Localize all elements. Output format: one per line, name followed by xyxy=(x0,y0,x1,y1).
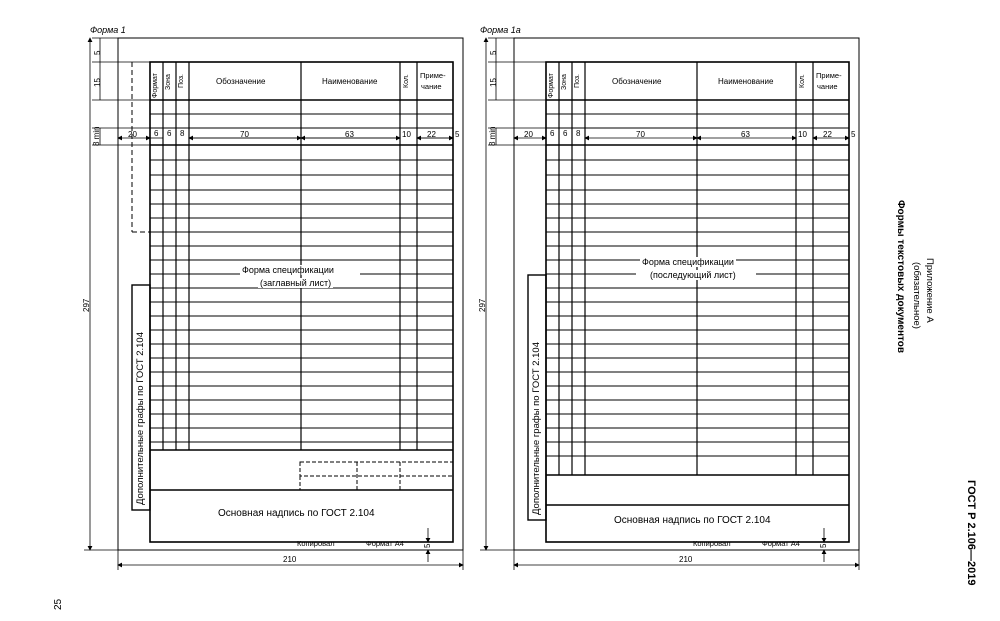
form1a-copied: Копировал xyxy=(693,539,731,548)
form1a-top-dim: 5 xyxy=(489,50,498,55)
form1-dim-70: 70 xyxy=(240,130,249,139)
svg-text:6: 6 xyxy=(550,129,555,138)
form1-copied: Копировал xyxy=(297,539,335,548)
form1a-h-zone-text: Зона xyxy=(561,74,568,90)
gost-code: ГОСТ Р 2.106—2019 xyxy=(965,480,977,586)
form1a-bottom-dim: 5 xyxy=(819,543,828,548)
form1a-center-text1: Форма спецификации xyxy=(642,257,734,267)
form1a-header-dim: 15 xyxy=(489,78,498,87)
form1a-h-note2-text: чание xyxy=(817,82,838,91)
form1-dim-right: 5 xyxy=(455,130,460,139)
form1a-dim-left: 20 xyxy=(524,130,533,139)
form1a-h-qty-text: Кол. xyxy=(799,74,806,88)
form1a-dim-22: 22 xyxy=(823,130,832,139)
form1-dim-10: 10 xyxy=(402,130,411,139)
form1-sheet xyxy=(118,38,463,550)
form1-h-designation-text: Обозначение xyxy=(216,77,266,86)
appendix-title-line1: Приложение А xyxy=(924,258,935,323)
form1-height-dim: 297 xyxy=(82,298,91,312)
form1a-row-dim: 8 min xyxy=(488,126,497,146)
svg-text:8: 8 xyxy=(576,129,581,138)
form1-title-block: Основная надпись по ГОСТ 2.104 xyxy=(218,508,375,519)
form1-bottom-dim: 5 xyxy=(423,543,432,548)
form1a-h-name-text: Наименование xyxy=(718,77,774,86)
form1a-format: Формат А4 xyxy=(762,539,800,548)
form1-top-dim: 5 xyxy=(93,50,102,55)
form1a-label: Форма 1а xyxy=(480,25,521,35)
svg-text:6: 6 xyxy=(563,129,568,138)
svg-text:6: 6 xyxy=(154,129,159,138)
form1a-dim-width: 210 xyxy=(679,555,693,564)
form1-header-dim: 15 xyxy=(93,78,102,87)
form1a-dim-right: 5 xyxy=(851,130,856,139)
form1a-title-block: Основная надпись по ГОСТ 2.104 xyxy=(614,515,771,526)
form1-h-format-text: Формат xyxy=(152,73,159,98)
form1-center-text1: Форма спецификации xyxy=(242,265,334,275)
form1-center-text2: (заглавный лист) xyxy=(260,278,332,288)
form1a-dim-70: 70 xyxy=(636,130,645,139)
form1-h-qty-text: Кол. xyxy=(403,74,410,88)
form1-h-note1-text: Приме- xyxy=(420,71,446,80)
form1-dim-width: 210 xyxy=(283,555,297,564)
form1-row-dim: 8 min xyxy=(92,126,101,146)
form1a-h-pos-text: Поз. xyxy=(574,74,581,88)
form1a-h-note1-text: Приме- xyxy=(816,71,842,80)
form1-format: Формат А4 xyxy=(366,539,404,548)
form1a-side-text: Дополнительные графы по ГОСТ 2.104 xyxy=(531,342,542,515)
form1a-dim-63: 63 xyxy=(741,130,750,139)
page-number: 25 xyxy=(53,598,64,610)
appendix-title-line3: Формы текстовых документов xyxy=(895,200,906,354)
form1-header-cols xyxy=(163,62,417,450)
form1a-h-designation-text: Обозначение xyxy=(612,77,662,86)
svg-text:8: 8 xyxy=(180,129,185,138)
form1-label: Форма 1 xyxy=(90,25,126,35)
form1-dim-22: 22 xyxy=(427,130,436,139)
form1a-h-format-text: Формат xyxy=(548,73,555,98)
form1a-center-text2: (последующий лист) xyxy=(650,270,736,280)
form1-dim-63: 63 xyxy=(345,130,354,139)
form1-h-zone-text: Зона xyxy=(165,74,172,90)
appendix-title-line2: (обязательное) xyxy=(911,262,922,329)
svg-text:6: 6 xyxy=(167,129,172,138)
form1a-dim-10: 10 xyxy=(798,130,807,139)
form1-side-text: Дополнительные графы по ГОСТ 2.104 xyxy=(135,332,146,505)
form1-dim-left: 20 xyxy=(128,130,137,139)
form1a-height-dim: 297 xyxy=(478,298,487,312)
form1-h-name-text: Наименование xyxy=(322,77,378,86)
form1-h-pos-text: Поз. xyxy=(178,74,185,88)
form1-h-note2-text: чание xyxy=(421,82,442,91)
